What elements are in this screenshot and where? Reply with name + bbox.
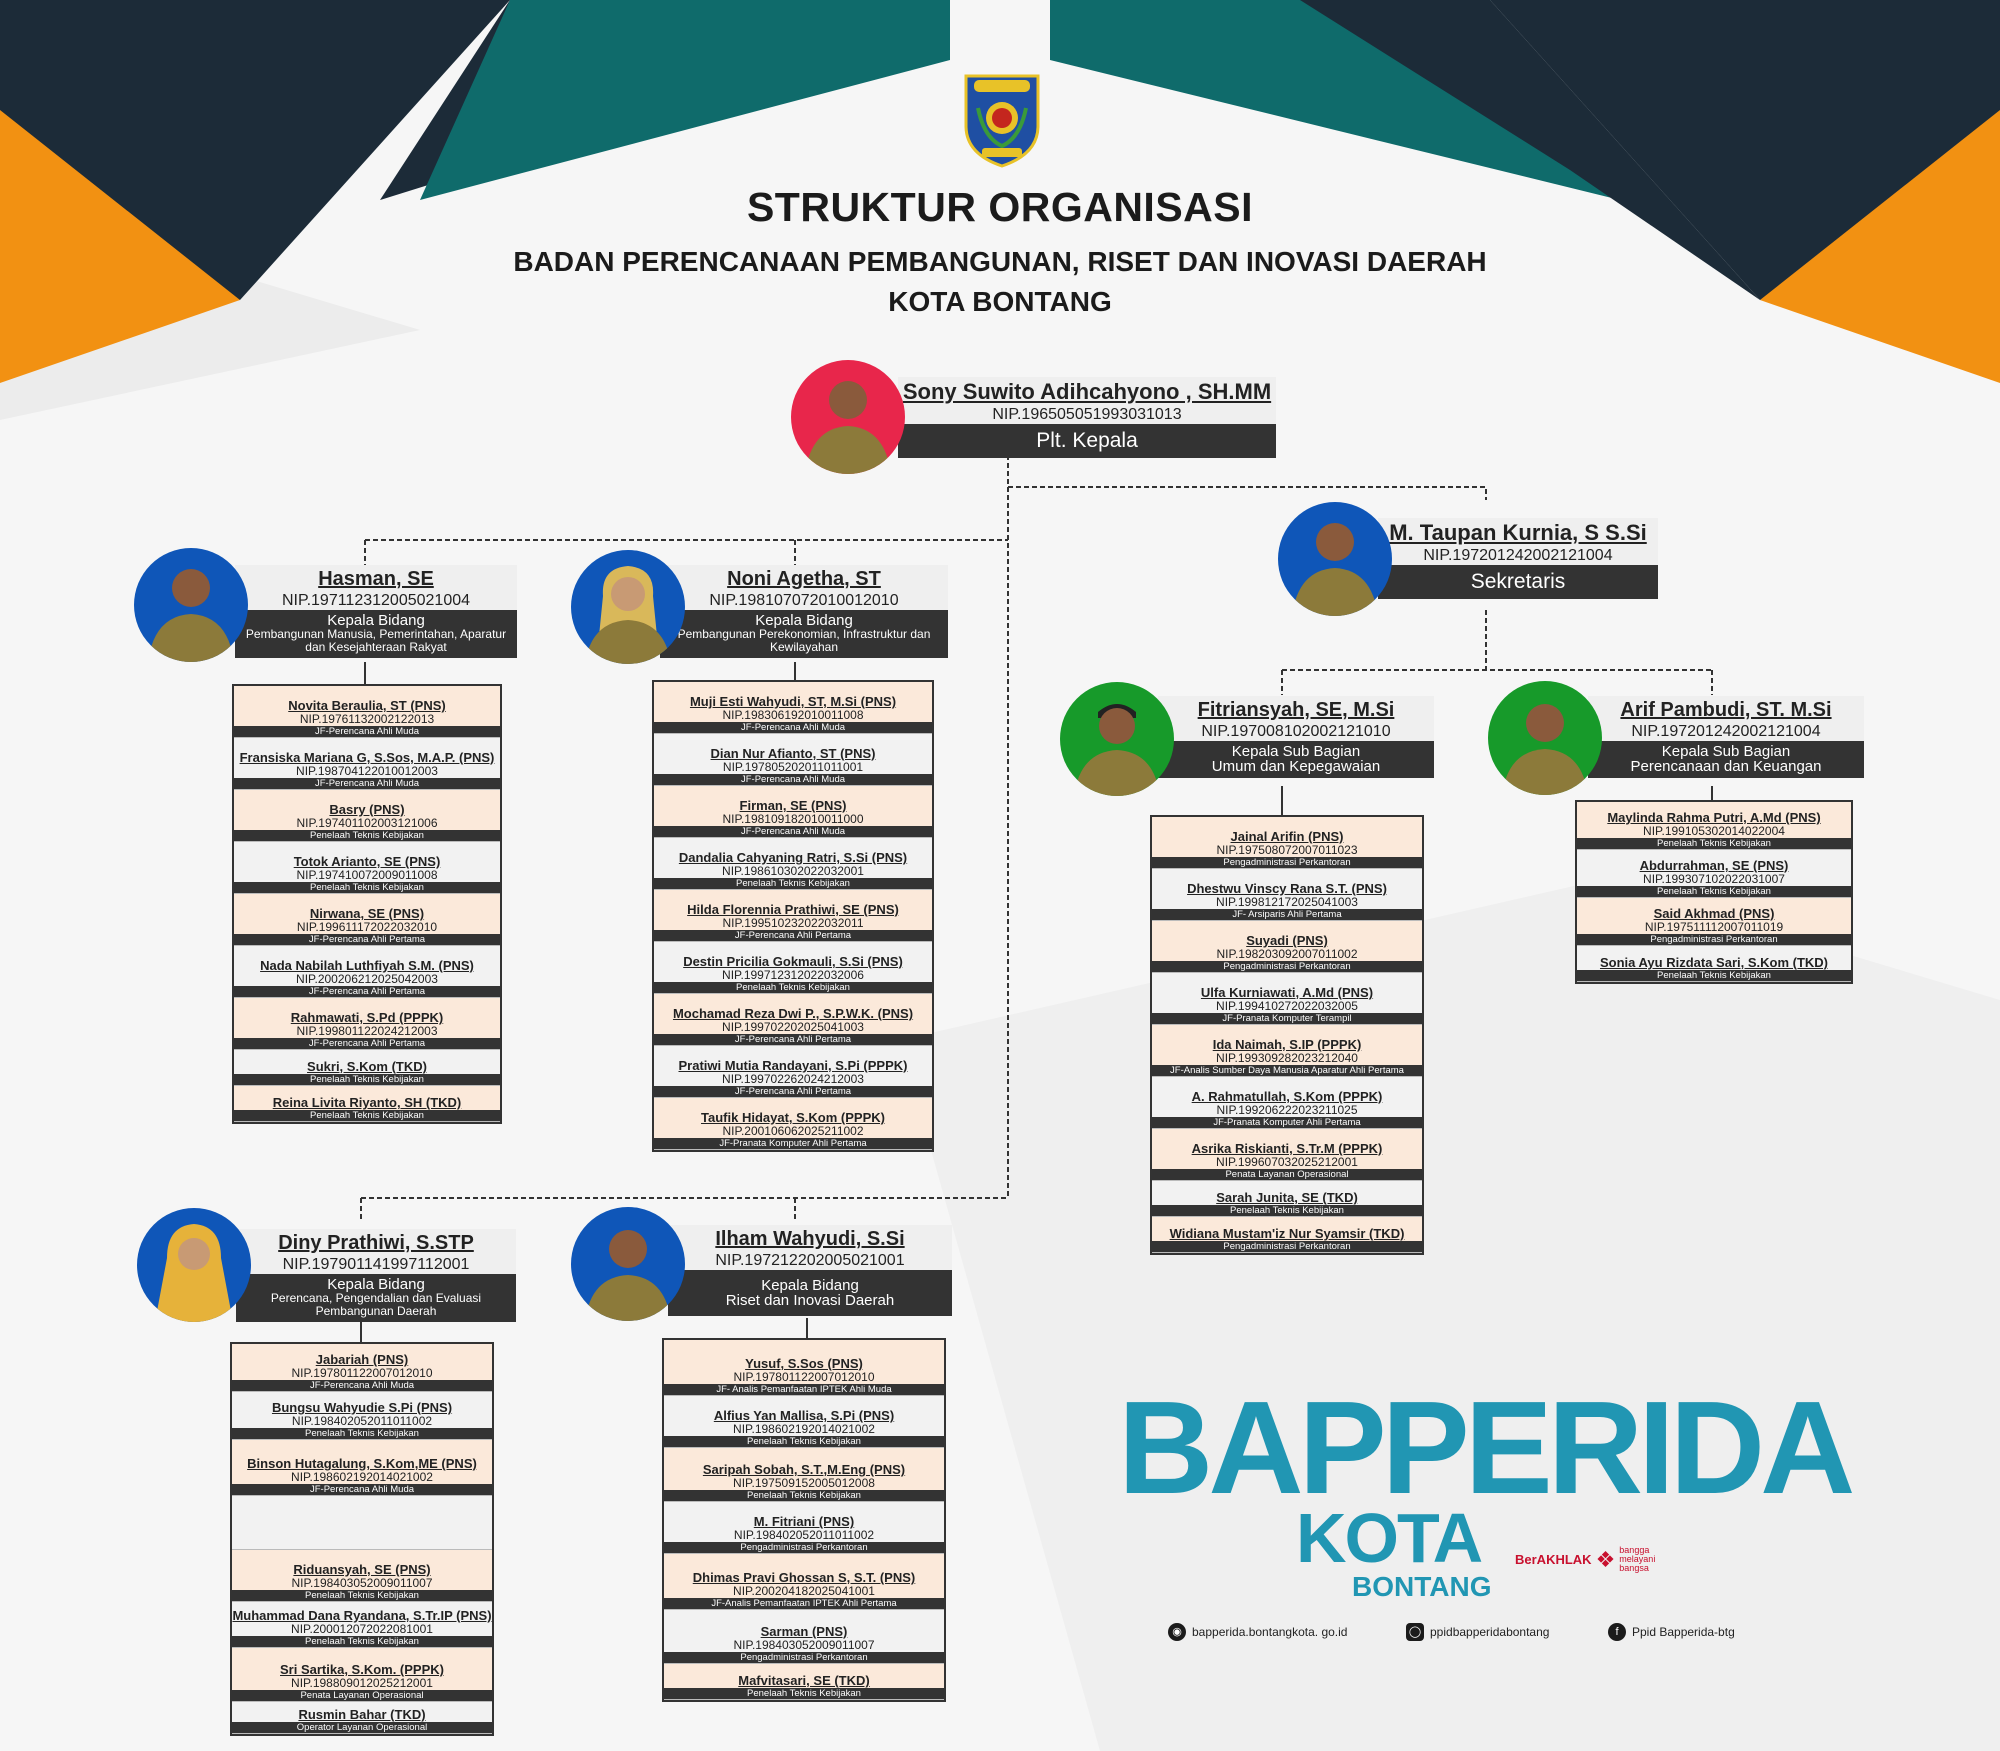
staff-row (654, 942, 932, 994)
staff-name: Riduansyah, SE (PNS) (293, 1562, 431, 1577)
staff-name: Ida Naimah, S.IP (PPPK) (1212, 1037, 1362, 1052)
kepala-role: Plt. Kepala (898, 424, 1276, 458)
staff-nip: NIP.199206222023211025 (1216, 1103, 1358, 1117)
staff-nip: NIP.199812172025041003 (1216, 895, 1358, 909)
staff-row (1152, 921, 1422, 973)
staff-job: Penata Layanan Operasional (232, 1690, 492, 1701)
staff-name: Firman, SE (PNS) (739, 798, 847, 813)
staff-job: Operator Layanan Operasional (232, 1722, 492, 1733)
staff-name: Sri Sartika, S.Kom. (PPPK) (280, 1662, 444, 1677)
staff-row (1152, 1129, 1422, 1181)
website-text: bapperida.bontangkota. go.id (1192, 1625, 1348, 1639)
kabid-diny-role: Kepala Bidang (327, 1276, 425, 1293)
staff-row (234, 894, 500, 946)
staff-job: JF- Analis Pemanfaatan IPTEK Ahli Muda (664, 1384, 944, 1395)
staff-job: JF-Perencana Ahli Pertama (654, 1034, 932, 1045)
staff-job: Penelaah Teknis Kebijakan (654, 982, 932, 993)
staff-row (654, 838, 932, 890)
staff-row (1577, 898, 1851, 946)
staff-name: Muhammad Dana Ryandana, S.Tr.IP (PNS) (232, 1608, 492, 1623)
staff-job: JF-Perencana Ahli Pertama (654, 930, 932, 941)
kepala-photo (791, 360, 905, 474)
staff-name: M. Fitriani (PNS) (753, 1514, 855, 1529)
staff-row (1152, 1217, 1422, 1253)
staff-job: Penelaah Teknis Kebijakan (234, 830, 500, 841)
staff-nip: NIP.197801122007012010 (733, 1370, 875, 1384)
staff-row (1152, 1181, 1422, 1217)
kasubag-arif-card (1588, 696, 1864, 778)
kabid-ilham-card (668, 1225, 952, 1316)
kabid-hasman-card (235, 565, 517, 658)
staff-row (1577, 802, 1851, 850)
staff-name: Hilda Florennia Prathiwi, SE (PNS) (687, 902, 899, 917)
staff-nip: NIP.199611172022032010 (296, 920, 438, 934)
staff-job: Pengadministrasi Perkantoran (1577, 934, 1851, 945)
kabid-hasman-photo (134, 548, 248, 662)
brand-name: BAPPERIDA (1118, 1374, 1851, 1521)
globe-icon: ◉ (1168, 1623, 1186, 1641)
staff-job: Penelaah Teknis Kebijakan (232, 1428, 492, 1439)
staff-row (1152, 973, 1422, 1025)
staff-job: JF-Perencana Ahli Muda (654, 826, 932, 837)
kabid-ilham-role: Kepala Bidang (761, 1277, 859, 1294)
staff-row (1152, 817, 1422, 869)
staff-job: Pengadministrasi Perkantoran (1152, 857, 1422, 868)
staff-nip: NIP.198402052011011002 (291, 1414, 433, 1428)
staff-nip: NIP.198203092007011002 (1216, 947, 1358, 961)
staff-job: Pengadministrasi Perkantoran (664, 1652, 944, 1663)
staff-job: JF-Perencana Ahli Muda (234, 778, 500, 789)
staff-row (654, 1046, 932, 1098)
staff-nip: NIP.199607032025212001 (1216, 1155, 1358, 1169)
staff-job: Penelaah Teknis Kebijakan (234, 882, 500, 893)
staff-name: Yusuf, S.Sos (PNS) (745, 1356, 863, 1371)
staff-row (234, 842, 500, 894)
staff-nip: NIP.197410072009011008 (296, 868, 438, 882)
staff-nip: NIP.198402052011011002 (733, 1528, 875, 1542)
staff-name: Totok Arianto, SE (PNS) (293, 854, 441, 869)
staff-name: Nada Nabilah Luthfiyah S.M. (PNS) (260, 958, 474, 973)
page-title: STRUKTUR ORGANISASI (746, 184, 1254, 230)
staff-nip: NIP.198602192014021002 (733, 1422, 875, 1436)
staff-nip: NIP.199712312022032006 (722, 968, 864, 982)
staff-row (232, 1602, 492, 1648)
staff-row (232, 1440, 492, 1496)
staff-name: Binson Hutagalung, S.Kom,ME (PNS) (247, 1456, 477, 1471)
staff-name: Reina Livita Riyanto, SH (TKD) (272, 1095, 462, 1110)
staff-nip: NIP.199702202025041003 (722, 1020, 864, 1034)
staff-row (232, 1648, 492, 1702)
staff-list-hasman (232, 684, 502, 1124)
staff-name: Muji Esti Wahyudi, ST, M.Si (PNS) (689, 694, 897, 709)
staff-row (234, 686, 500, 738)
staff-job: Pengadministrasi Perkantoran (1152, 961, 1422, 972)
kabid-diny-unit: Perencana, Pengendalian dan Evaluasi Pembangunan Daerah (270, 1291, 482, 1318)
staff-row (664, 1502, 944, 1554)
kabid-hasman-unit: Pembangunan Manusia, Pemerintahan, Aparatur dan Kesejahteraan Rakyat (245, 627, 507, 654)
staff-name: Sarman (PNS) (760, 1624, 848, 1639)
staff-row (664, 1610, 944, 1664)
staff-nip: NIP.197508072007011023 (1216, 843, 1358, 857)
staff-job: Penelaah Teknis Kebijakan (664, 1436, 944, 1447)
staff-job: Pengadministrasi Perkantoran (664, 1542, 944, 1553)
staff-job: Penelaah Teknis Kebijakan (1577, 886, 1851, 897)
staff-name: Rahmawati, S.Pd (PPPK) (290, 1010, 444, 1025)
berakhlak-logo (1515, 1546, 1655, 1573)
staff-name: Mafvitasari, SE (TKD) (738, 1673, 870, 1688)
staff-row (234, 998, 500, 1050)
staff-row (654, 994, 932, 1046)
facebook-link[interactable] (1608, 1623, 1735, 1641)
staff-row (232, 1344, 492, 1392)
kabid-noni-name: Noni Agetha, ST (660, 565, 948, 591)
staff-name: Dhestwu Vinscy Rana S.T. (PNS) (1187, 881, 1387, 896)
staff-row (234, 738, 500, 790)
staff-row (1577, 946, 1851, 982)
brand-kota: KOTA (1296, 1499, 1482, 1577)
kasubag-arif-role: Kepala Sub Bagian (1661, 743, 1791, 760)
staff-name: Suyadi (PNS) (1246, 933, 1328, 948)
staff-row (664, 1396, 944, 1448)
staff-nip: NIP.199702262024212003 (722, 1072, 864, 1086)
staff-row (234, 1086, 500, 1122)
staff-job: Penata Layanan Operasional (1152, 1169, 1422, 1180)
staff-name: Jainal Arifin (PNS) (1230, 829, 1344, 844)
kabid-diny-card (236, 1229, 516, 1322)
kabid-ilham-name: Ilham Wahyudi, S.Si (668, 1225, 952, 1251)
staff-nip: NIP.197511112007011019 (1644, 920, 1784, 934)
kota-bontang-emblem (960, 68, 1044, 168)
staff-name: Destin Pricilia Gokmauli, S.Si (PNS) (683, 954, 903, 969)
kabid-diny-nip: NIP.197901141997112001 (236, 1255, 516, 1274)
kasubag-arif-photo (1488, 681, 1602, 795)
staff-job: JF-Pranata Komputer Ahli Pertama (654, 1138, 932, 1149)
staff-job: JF-Pranata Komputer Ahli Pertama (1152, 1117, 1422, 1128)
staff-name: Pratiwi Mutia Randayani, S.Pi (PPPK) (678, 1058, 908, 1073)
staff-nip: NIP.198610302022032001 (722, 864, 864, 878)
staff-job: JF-Perencana Ahli Muda (654, 774, 932, 785)
staff-name: Mochamad Reza Dwi P., S.P.W.K. (PNS) (672, 1006, 914, 1021)
kasubag-arif-name: Arif Pambudi, ST. M.Si (1588, 696, 1864, 722)
staff-job: Penelaah Teknis Kebijakan (234, 1074, 500, 1085)
instagram-link[interactable] (1406, 1623, 1549, 1641)
staff-name: Asrika Riskianti, S.Tr.M (PPPK) (1191, 1141, 1383, 1156)
staff-nip: NIP.200106062025211002 (722, 1124, 864, 1138)
staff-name: Novita Beraulia, ST (PNS) (288, 698, 446, 713)
staff-job: JF-Perencana Ahli Muda (232, 1380, 492, 1391)
kasubag-fitriansyah-nip: NIP.197008102002121010 (1158, 722, 1434, 741)
staff-row (234, 790, 500, 842)
kepala-nip: NIP.196505051993031013 (898, 405, 1276, 424)
staff-name: Saripah Sobah, S.T.,M.Eng (PNS) (702, 1462, 906, 1477)
staff-job: JF-Pranata Komputer Terampil (1152, 1013, 1422, 1024)
staff-name: Dhimas Pravi Ghossan S, S.T. (PNS) (692, 1570, 916, 1585)
staff-name: Ulfa Kurniawati, A.Md (PNS) (1200, 985, 1374, 1000)
staff-nip: NIP.198403052009011007 (733, 1638, 875, 1652)
kasubag-fitriansyah-photo (1060, 682, 1174, 796)
kabid-diny-photo (137, 1208, 251, 1322)
kabid-hasman-name: Hasman, SE (235, 565, 517, 591)
kepala-name: Sony Suwito Adihcahyono , SH.MM (898, 377, 1276, 405)
staff-name: Maylinda Rahma Putri, A.Md (PNS) (1607, 810, 1821, 825)
staff-name: A. Rahmatullah, S.Kom (PPPK) (1191, 1089, 1383, 1104)
staff-row (664, 1664, 944, 1700)
staff-row (654, 734, 932, 786)
staff-row (234, 1050, 500, 1086)
kasubag-arif-unit: Perencanaan dan Keuangan (1630, 758, 1822, 775)
berakhlak-word2: melayani (1619, 1554, 1656, 1564)
staff-nip: NIP.199510232022032011 (722, 916, 864, 930)
sekretaris-photo (1278, 502, 1392, 616)
staff-job: JF-Perencana Ahli Muda (232, 1484, 492, 1495)
staff-job: Penelaah Teknis Kebijakan (1577, 970, 1851, 981)
kasubag-fitriansyah-role: Kepala Sub Bagian (1231, 743, 1361, 760)
staff-row (1577, 850, 1851, 898)
kasubag-fitriansyah-card (1158, 696, 1434, 778)
staff-row (234, 946, 500, 998)
staff-nip: NIP.197801122007012010 (291, 1366, 433, 1380)
staff-name: Jabariah (PNS) (315, 1352, 409, 1367)
staff-list-ilham (662, 1338, 946, 1702)
staff-name: Alfius Yan Mallisa, S.Pi (PNS) (713, 1408, 895, 1423)
kabid-diny-name: Diny Prathiwi, S.STP (236, 1229, 516, 1255)
sekretaris-nip: NIP.197201242002121004 (1378, 546, 1658, 565)
staff-row (654, 890, 932, 942)
staff-job: JF- Arsiparis Ahli Pertama (1152, 909, 1422, 920)
staff-name: Abdurrahman, SE (PNS) (1639, 858, 1789, 873)
staff-list-arif (1575, 800, 1853, 984)
facebook-text: Ppid Bapperida-btg (1632, 1625, 1735, 1639)
staff-nip: NIP.200204182025041001 (733, 1584, 875, 1598)
staff-list-diny (230, 1342, 494, 1736)
staff-row (1152, 869, 1422, 921)
staff-row (654, 786, 932, 838)
staff-list-noni (652, 680, 934, 1152)
kabid-ilham-photo (571, 1207, 685, 1321)
staff-name: Dandalia Cahyaning Ratri, S.Si (PNS) (678, 850, 908, 865)
staff-job: JF-Perencana Ahli Pertama (234, 934, 500, 945)
berakhlak-word3: bangsa (1619, 1563, 1649, 1573)
kasubag-arif-nip: NIP.197201242002121004 (1588, 722, 1864, 741)
staff-job: Pengadministrasi Perkantoran (1152, 1241, 1422, 1252)
kasubag-fitriansyah-unit: Umum dan Kepegawaian (1211, 758, 1381, 775)
staff-nip: NIP.200206212025042003 (296, 972, 438, 986)
instagram-icon: ◯ (1406, 1623, 1424, 1641)
staff-job: JF-Perencana Ahli Muda (234, 726, 500, 737)
staff-nip: NIP.198109182010011000 (722, 812, 864, 826)
staff-job: JF-Perencana Ahli Pertama (654, 1086, 932, 1097)
berakhlak-word1: bangga (1619, 1545, 1650, 1555)
kabid-ilham-nip: NIP.197212202005021001 (668, 1251, 952, 1270)
staff-name: Dian Nur Afianto, ST (PNS) (710, 746, 876, 761)
staff-nip: NIP.197401102003121006 (296, 816, 438, 830)
kabid-noni-unit: Pembangunan Perekonomian, Infrastruktur dan Kewilayahan (677, 627, 931, 654)
staff-job: JF-Perencana Ahli Pertama (234, 1038, 500, 1049)
staff-row (664, 1448, 944, 1502)
city-name: KOTA BONTANG (888, 286, 1112, 317)
staff-row (664, 1554, 944, 1610)
staff-row (654, 1098, 932, 1150)
staff-row (664, 1340, 944, 1396)
staff-job: Penelaah Teknis Kebijakan (1577, 838, 1851, 849)
staff-row (232, 1702, 492, 1734)
staff-list-fitriansyah (1150, 815, 1424, 1255)
staff-name: Rusmin Bahar (TKD) (298, 1707, 426, 1722)
staff-nip: NIP.199105302014022004 (1643, 824, 1785, 838)
kabid-noni-role: Kepala Bidang (755, 612, 853, 629)
staff-job: Penelaah Teknis Kebijakan (1152, 1205, 1422, 1216)
staff-row (654, 682, 932, 734)
staff-row (232, 1392, 492, 1440)
kabid-noni-photo (571, 550, 685, 664)
staff-nip: NIP.199410272022032005 (1216, 999, 1358, 1013)
sekretaris-role: Sekretaris (1378, 565, 1658, 599)
staff-name: Basry (PNS) (329, 802, 405, 817)
staff-nip: NIP.198602192014021002 (291, 1470, 433, 1484)
staff-row (232, 1496, 492, 1550)
staff-job: Penelaah Teknis Kebijakan (232, 1590, 492, 1601)
staff-job: JF-Analis Sumber Daya Manusia Aparatur Ahli Pertama (1152, 1065, 1422, 1076)
staff-nip: NIP.198704122010012003 (296, 764, 438, 778)
brand-city: BONTANG (1352, 1571, 1492, 1602)
staff-nip: NIP.198809012025212001 (291, 1676, 433, 1690)
staff-name: Fransiska Mariana G, S.Sos, M.A.P. (PNS) (239, 750, 495, 765)
kabid-noni-card (660, 565, 948, 658)
staff-row (1152, 1025, 1422, 1077)
staff-job: Penelaah Teknis Kebijakan (654, 878, 932, 889)
staff-job: JF-Perencana Ahli Muda (654, 722, 932, 733)
kabid-ilham-unit: Riset dan Inovasi Daerah (725, 1292, 895, 1309)
staff-nip: NIP.19761132002122013 (299, 712, 435, 726)
staff-name: Taufik Hidayat, S.Kom (PPPK) (701, 1110, 885, 1125)
kasubag-fitriansyah-name: Fitriansyah, SE, M.Si (1158, 696, 1434, 722)
staff-job: Penelaah Teknis Kebijakan (664, 1490, 944, 1501)
staff-name: Said Akhmad (PNS) (1653, 906, 1775, 921)
facebook-icon: f (1608, 1623, 1626, 1641)
website-link[interactable] (1168, 1623, 1347, 1641)
staff-row (1152, 1077, 1422, 1129)
staff-name: Sukri, S.Kom (TKD) (307, 1059, 427, 1074)
staff-nip: NIP.200012072022081001 (291, 1622, 433, 1636)
staff-nip: NIP.199801122024212003 (296, 1024, 438, 1038)
sekretaris-name: M. Taupan Kurnia, S S.Si (1378, 518, 1658, 546)
staff-nip: NIP.197805202011011001 (722, 760, 864, 774)
instagram-text: ppidbapperidabontang (1430, 1625, 1550, 1639)
berakhlak-text: BerAKHLAK (1515, 1552, 1592, 1567)
kabid-hasman-nip: NIP.197112312005021004 (235, 591, 517, 610)
berakhlak-mark-icon: ❖ (1595, 1546, 1616, 1572)
staff-name: Nirwana, SE (PNS) (309, 906, 425, 921)
staff-nip: NIP.197509152005012008 (733, 1476, 875, 1490)
agency-name: BADAN PERENCANAAN PEMBANGUNAN, RISET DAN INOVASI DAERAH (513, 246, 1487, 277)
staff-job: Penelaah Teknis Kebijakan (234, 1110, 500, 1121)
kabid-hasman-role: Kepala Bidang (327, 612, 425, 629)
staff-name: Sarah Junita, SE (TKD) (1216, 1190, 1358, 1205)
sekretaris-card (1378, 518, 1658, 599)
staff-nip: NIP.199309282023212040 (1216, 1051, 1358, 1065)
staff-name: Bungsu Wahyudie S.Pi (PNS) (271, 1400, 453, 1415)
staff-row (232, 1550, 492, 1602)
staff-name: Widiana Mustam'iz Nur Syamsir (TKD) (1169, 1226, 1405, 1241)
staff-name: Sonia Ayu Rizdata Sari, S.Kom (TKD) (1599, 955, 1828, 970)
staff-nip: NIP.198306192010011008 (722, 708, 864, 722)
kabid-noni-nip: NIP.198107072010012010 (660, 591, 948, 610)
staff-job: Penelaah Teknis Kebijakan (232, 1636, 492, 1647)
staff-nip: NIP.199307102022031007 (1643, 872, 1785, 886)
staff-job: JF-Perencana Ahli Pertama (234, 986, 500, 997)
staff-job: Penelaah Teknis Kebijakan (664, 1688, 944, 1699)
staff-nip: NIP.198403052009011007 (291, 1576, 433, 1590)
kepala-card (898, 377, 1276, 458)
staff-job: JF-Analis Pemanfaatan IPTEK Ahli Pertama (664, 1598, 944, 1609)
